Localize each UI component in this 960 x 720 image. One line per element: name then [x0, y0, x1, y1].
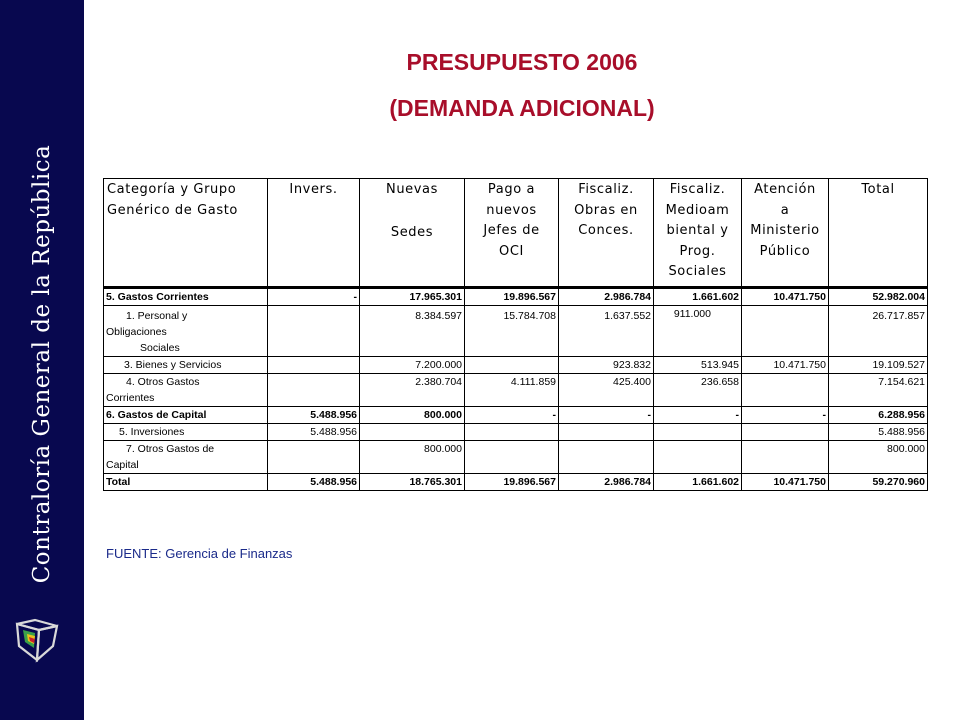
cell-total: 6.288.956	[829, 407, 928, 424]
cell-invers: 5.488.956	[268, 407, 360, 424]
cell-obras: 923.832	[559, 357, 654, 374]
row-label-line: 7. Otros Gastos de	[126, 443, 215, 455]
table-row-bienes	[104, 357, 928, 374]
table-row-gastos-corrientes	[104, 288, 928, 306]
row-label-line: 1. Personal y	[126, 310, 188, 322]
cell-nuevas: 17.965.301	[360, 288, 465, 306]
cell-total: 800.000	[829, 441, 928, 474]
header-nuevas-sedes	[360, 179, 465, 288]
header-invers	[268, 179, 360, 288]
header-atencion-line: Público	[759, 243, 811, 259]
header-fiscal-obras	[559, 179, 654, 288]
cell-obras: -	[559, 407, 654, 424]
cell-medio	[654, 424, 742, 441]
cell-atencion: -	[742, 407, 829, 424]
cell-atencion: 10.471.750	[742, 288, 829, 306]
cell-atencion	[742, 374, 829, 407]
cell-invers	[268, 441, 360, 474]
cell-medio: 1.661.602	[654, 288, 742, 306]
header-atencion-line: Ministerio	[750, 223, 820, 238]
cell-atencion	[742, 424, 829, 441]
cell-pago: 19.896.567	[465, 474, 559, 491]
table-row-personal	[104, 306, 928, 357]
header-invers-label: Invers.	[289, 182, 338, 197]
shield-logo-icon	[13, 616, 61, 664]
row-label: 5. Gastos Corrientes	[104, 288, 268, 306]
row-label-line: 4. Otros Gastos	[126, 376, 200, 388]
page-subtitle: (DEMANDA ADICIONAL)	[389, 95, 655, 121]
cell-total: 7.154.621	[829, 374, 928, 407]
header-pago-line: nuevos	[486, 202, 537, 218]
header-atencion-line: a	[780, 202, 790, 218]
header-atencion	[742, 179, 829, 288]
cell-nuevas: 7.200.000	[360, 357, 465, 374]
cell-atencion	[742, 306, 829, 357]
cell-atencion: 10.471.750	[742, 357, 829, 374]
cell-pago: 15.784.708	[465, 306, 559, 357]
row-label: 5. Inversiones	[104, 424, 268, 441]
cell-invers: 5.488.956	[268, 424, 360, 441]
cell-atencion	[742, 441, 829, 474]
header-category-line: Genérico de Gasto	[107, 202, 238, 218]
header-sedes-label: Sedes	[390, 224, 434, 240]
cell-medio	[654, 441, 742, 474]
header-obras-line: Conces.	[578, 223, 634, 238]
header-obras-line: Fiscaliz.	[578, 182, 634, 197]
cell-nuevas: 8.384.597	[360, 306, 465, 357]
cell-total: 5.488.956	[829, 424, 928, 441]
header-pago	[465, 179, 559, 288]
organization-name: Contraloría General de la República	[29, 144, 55, 584]
table-row-total	[104, 474, 928, 491]
header-category-line: Categoría y Grupo	[107, 182, 237, 197]
header-total	[829, 179, 928, 288]
cell-pago: -	[465, 407, 559, 424]
cell-invers: 5.488.956	[268, 474, 360, 491]
table-row-otros-gastos	[104, 374, 928, 407]
table-row-otros-capital	[104, 441, 928, 474]
cell-total: 26.717.857	[829, 306, 928, 357]
row-label: 6. Gastos de Capital	[104, 407, 268, 424]
cell-invers: -	[268, 288, 360, 306]
page-title: PRESUPUESTO 2006	[406, 49, 638, 75]
header-category	[104, 179, 268, 288]
cell-obras: 2.986.784	[559, 474, 654, 491]
cell-nuevas: 2.380.704	[360, 374, 465, 407]
cell-total: 52.982.004	[829, 288, 928, 306]
header-medio-line: Fiscaliz.	[669, 182, 726, 197]
cell-total: 19.109.527	[829, 357, 928, 374]
cell-medio: 1.661.602	[654, 474, 742, 491]
header-pago-line: Jefes de	[483, 223, 540, 238]
row-label	[104, 441, 268, 474]
cell-medio: 236.658	[654, 374, 742, 407]
cell-pago	[465, 357, 559, 374]
budget-table	[103, 178, 928, 491]
header-atencion-line: Atención	[754, 182, 816, 197]
source-note: FUENTE: Gerencia de Finanzas	[106, 546, 293, 561]
header-nuevas-label: Nuevas	[386, 182, 438, 197]
cell-invers	[268, 306, 360, 357]
table-row-gastos-capital	[104, 407, 928, 424]
table-header-row	[104, 179, 928, 288]
header-pago-line: OCI	[499, 243, 524, 259]
cell-obras	[559, 424, 654, 441]
header-medio-line: biental y	[666, 223, 729, 238]
cell-medio: 513.945	[654, 357, 742, 374]
sidebar	[0, 0, 84, 720]
cell-obras	[559, 441, 654, 474]
row-label-line: Corrientes	[106, 392, 155, 404]
header-fiscal-medio	[654, 179, 742, 288]
table-row-inversiones	[104, 424, 928, 441]
cell-medio: 911.000	[654, 306, 742, 357]
cell-pago: 19.896.567	[465, 288, 559, 306]
row-label-line: Obligaciones	[106, 326, 167, 338]
cell-invers	[268, 374, 360, 407]
cell-pago	[465, 424, 559, 441]
row-label	[104, 374, 268, 407]
cell-obras: 2.986.784	[559, 288, 654, 306]
cell-medio: -	[654, 407, 742, 424]
cell-total: 59.270.960	[829, 474, 928, 491]
header-medio-line: Medioam	[665, 202, 730, 218]
header-obras-line: Obras en	[574, 202, 638, 218]
row-label: Total	[104, 474, 268, 491]
cell-obras: 425.400	[559, 374, 654, 407]
cell-nuevas	[360, 424, 465, 441]
header-medio-line: Sociales	[668, 264, 727, 279]
row-label: 3. Bienes y Servicios	[104, 357, 268, 374]
cell-pago	[465, 441, 559, 474]
row-label-line: Capital	[106, 459, 139, 471]
header-total-label: Total	[861, 182, 895, 197]
row-label-line: Sociales	[140, 342, 180, 354]
cell-atencion: 10.471.750	[742, 474, 829, 491]
header-medio-line: Prog.	[679, 243, 716, 259]
cell-invers	[268, 357, 360, 374]
cell-nuevas: 18.765.301	[360, 474, 465, 491]
row-label	[104, 306, 268, 357]
cell-nuevas: 800.000	[360, 407, 465, 424]
cell-obras: 1.637.552	[559, 306, 654, 357]
header-pago-line: Pago a	[487, 182, 536, 197]
cell-nuevas: 800.000	[360, 441, 465, 474]
cell-pago: 4.111.859	[465, 374, 559, 407]
